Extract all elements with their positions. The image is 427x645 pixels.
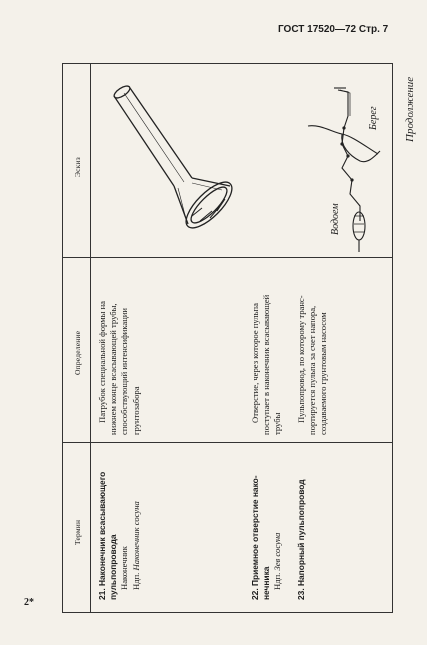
definition-line: грунтозабора (130, 386, 141, 435)
deprecated-value: Наконечник сосуна (130, 501, 141, 571)
definition-line: Пульпопровод, по которому транс- (296, 295, 306, 423)
table-right-border (392, 63, 393, 613)
definition-line: Патрубок специальной формы на (97, 301, 107, 423)
deprecated-term (131, 472, 142, 600)
definition-line: портируется пульпа за счет напора, (307, 305, 318, 435)
continuation-label: Продолжение (404, 76, 416, 142)
synonym: Наконечник (119, 546, 130, 590)
term-line: нечника (261, 566, 272, 600)
column-heading-sketch: Эскиз (73, 157, 82, 177)
definition-line: создаваемого грунтовым насосом (318, 312, 329, 435)
nozzle-sketch (92, 66, 252, 256)
definition-line: поступает в наконечник всасывающей (261, 294, 272, 435)
header-band-divider (90, 63, 91, 613)
sketch-label-shore: Берег (368, 106, 379, 130)
page-mark: 2* (24, 597, 34, 608)
definition-line: Отверстие, через которое пульпа (250, 303, 260, 423)
column-divider-definition (62, 442, 393, 443)
row-21-term (97, 472, 142, 600)
table-top-border (62, 63, 393, 64)
table-bottom-border (62, 612, 393, 613)
column-heading-definition: Определение (73, 330, 82, 375)
term-line: 23. Напорный пульпопровод (296, 479, 306, 600)
definition-line: способствующий интенсификации (119, 307, 130, 435)
column-divider-sketch (62, 257, 393, 258)
row-23-definition (296, 295, 330, 435)
row-23-term (296, 479, 307, 600)
row-22-definition (250, 295, 284, 435)
term-line: 22. Приемное отверстие нако- (250, 475, 260, 600)
deprecated-prefix: Ндп. (130, 572, 141, 590)
deprecated-prefix: Ндп. (272, 572, 283, 590)
term-line: 21. Наконечник всасывающего (97, 471, 107, 600)
deprecated-value: Зев сосуна (272, 532, 283, 571)
term-line: пульпопровода (108, 534, 119, 600)
row-22-term (250, 475, 284, 600)
definition-line: нижнем конце всасывающей трубы, (108, 303, 119, 435)
definition-line: трубы (272, 412, 283, 435)
standard-header: ГОСТ 17520—72 Стр. 7 (278, 24, 389, 35)
deprecated-term (272, 475, 283, 600)
row-21-definition (97, 301, 142, 435)
sketch-label-water: Водоем (330, 203, 341, 235)
column-heading-term: Термин (73, 519, 82, 545)
table-left-border (62, 63, 63, 613)
